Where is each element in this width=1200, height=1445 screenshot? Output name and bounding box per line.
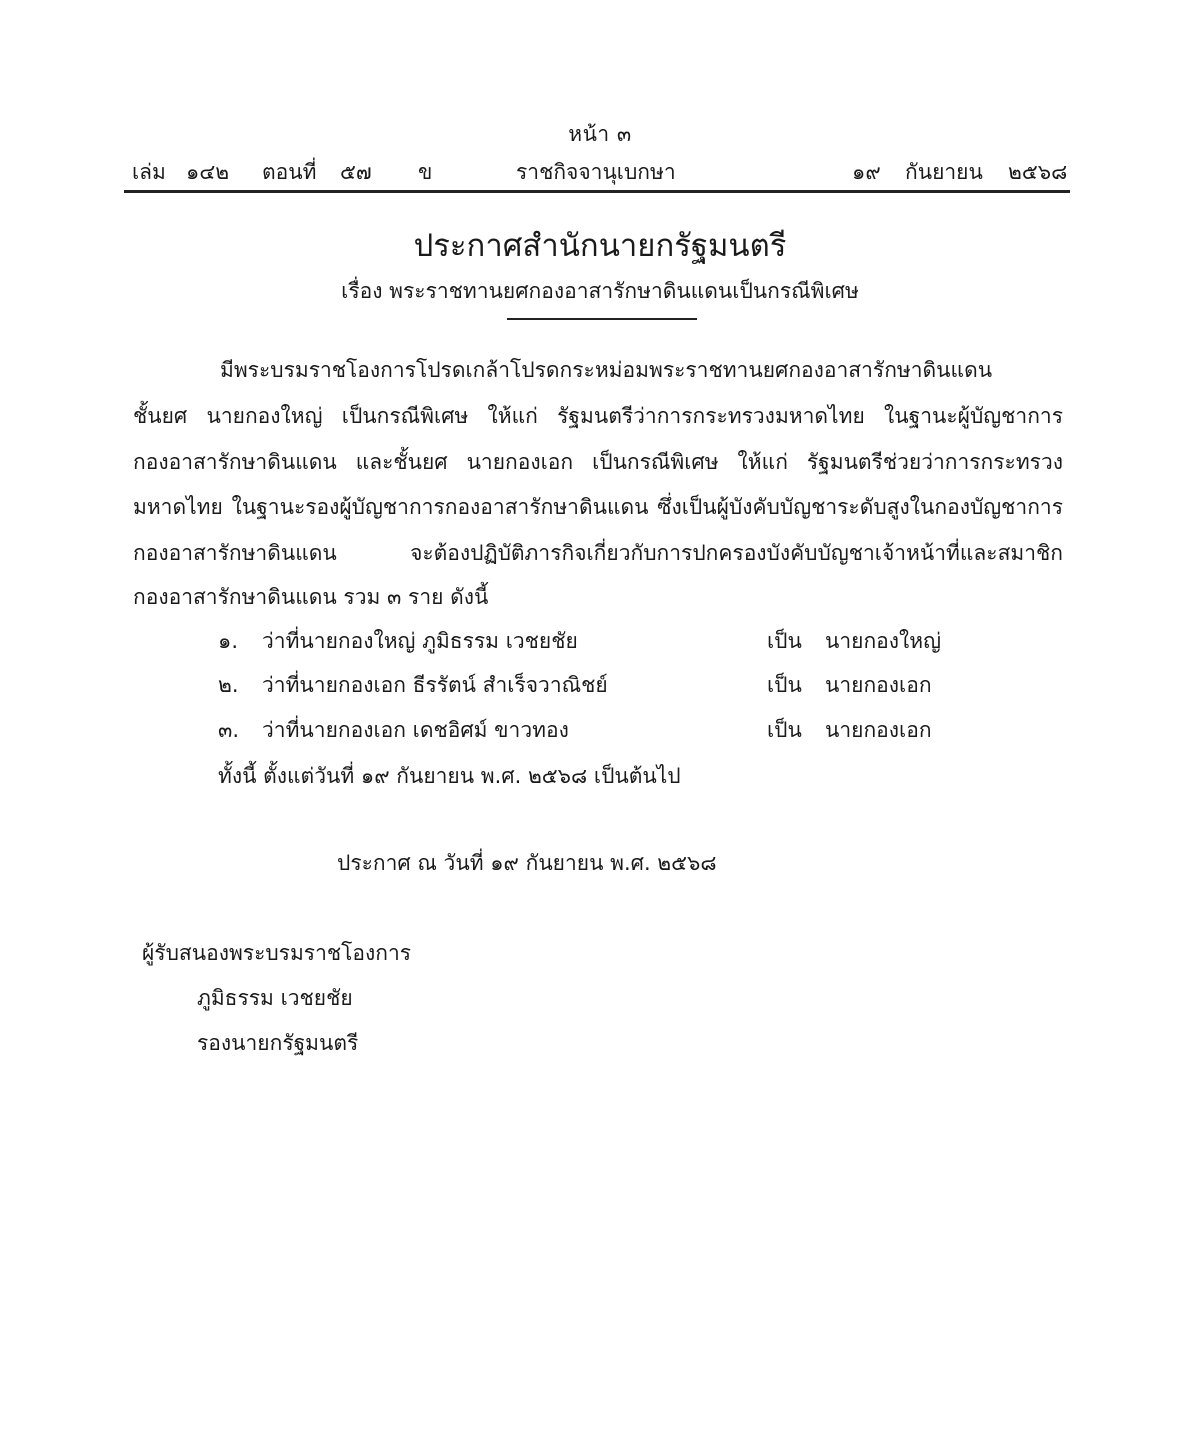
countersign-label: ผู้รับสนองพระบรมราชโองการ [142, 941, 412, 965]
title-divider [507, 318, 697, 320]
appointment-number: ๒. [218, 673, 239, 697]
announcement-date: ประกาศ ณ วันที่ ๑๙ กันยายน พ.ศ. ๒๕๖๘ [337, 851, 717, 875]
appointment-rank: นายกองเอก [825, 673, 932, 697]
issue-number: ๕๗ [340, 160, 372, 184]
header-divider [124, 190, 1070, 193]
paragraph-line: มหาดไทย ในฐานะรองผู้บัญชาการกองอาสารักษาดินแดน ซึ่งเป็นผู้บังคับบัญชาระดับสูงในกองบัญชาการ [133, 495, 1063, 519]
appointment-person: ว่าที่นายกองใหญ่ ภูมิธรรม เวชยชัย [262, 629, 578, 653]
volume-label: เล่ม [132, 160, 166, 184]
paragraph-line: กองอาสารักษาดินแดน รวม ๓ ราย ดังนี้ [133, 585, 489, 609]
appointment-as: เป็น [767, 673, 802, 697]
header-date-day: ๑๙ [852, 160, 881, 184]
paragraph-line: ชั้นยศ นายกองใหญ่ เป็นกรณีพิเศษ ให้แก่ รัฐมนตรีว่าการกระทรวงมหาดไทย ในฐานะผู้บัญชาการ [133, 404, 1063, 428]
appointment-as: เป็น [767, 718, 802, 742]
appointment-rank: นายกองเอก [825, 718, 932, 742]
appointment-person: ว่าที่นายกองเอก ธีรรัตน์ สำเร็จวาณิชย์ [262, 673, 608, 697]
document-title: ประกาศสำนักนายกรัฐมนตรี [413, 228, 787, 264]
section-letter: ข [418, 160, 433, 184]
signatory-position: รองนายกรัฐมนตรี [197, 1031, 359, 1055]
appointment-as: เป็น [767, 629, 802, 653]
volume-number: ๑๔๒ [186, 160, 230, 184]
paragraph-line: กองอาสารักษาดินแดน และชั้นยศ นายกองเอก เป็นกรณีพิเศษ ให้แก่ รัฐมนตรีช่วยว่าการกระทรวง [133, 450, 1063, 474]
publication-name: ราชกิจจานุเบกษา [516, 160, 676, 184]
appointment-number: ๓. [218, 718, 240, 742]
appointment-number: ๑. [218, 629, 239, 653]
header-date-year: ๒๕๖๘ [1008, 160, 1068, 184]
issue-label: ตอนที่ [262, 160, 317, 184]
paragraph-line: มีพระบรมราชโองการโปรดเกล้าโปรดกระหม่อมพระราชทานยศกองอาสารักษาดินแดน [220, 358, 993, 382]
page-number: หน้า ๓ [568, 122, 632, 146]
appointment-person: ว่าที่นายกองเอก เดชอิศม์ ขาวทอง [262, 718, 569, 742]
effective-date: ทั้งนี้ ตั้งแต่วันที่ ๑๙ กันยายน พ.ศ. ๒๕๖๘ เป็นต้นไป [218, 764, 681, 788]
signatory-name: ภูมิธรรม เวชยชัย [197, 986, 353, 1010]
paragraph-line: กองอาสารักษาดินแดน จะต้องปฏิบัติภารกิจเกี่ยวกับการปกครองบังคับบัญชาเจ้าหน้าที่และสมาชิก [133, 541, 1063, 565]
header-date-month: กันยายน [905, 160, 983, 184]
appointment-rank: นายกองใหญ่ [825, 629, 942, 653]
document-subject: เรื่อง พระราชทานยศกองอาสารักษาดินแดนเป็นกรณีพิเศษ [341, 279, 859, 303]
